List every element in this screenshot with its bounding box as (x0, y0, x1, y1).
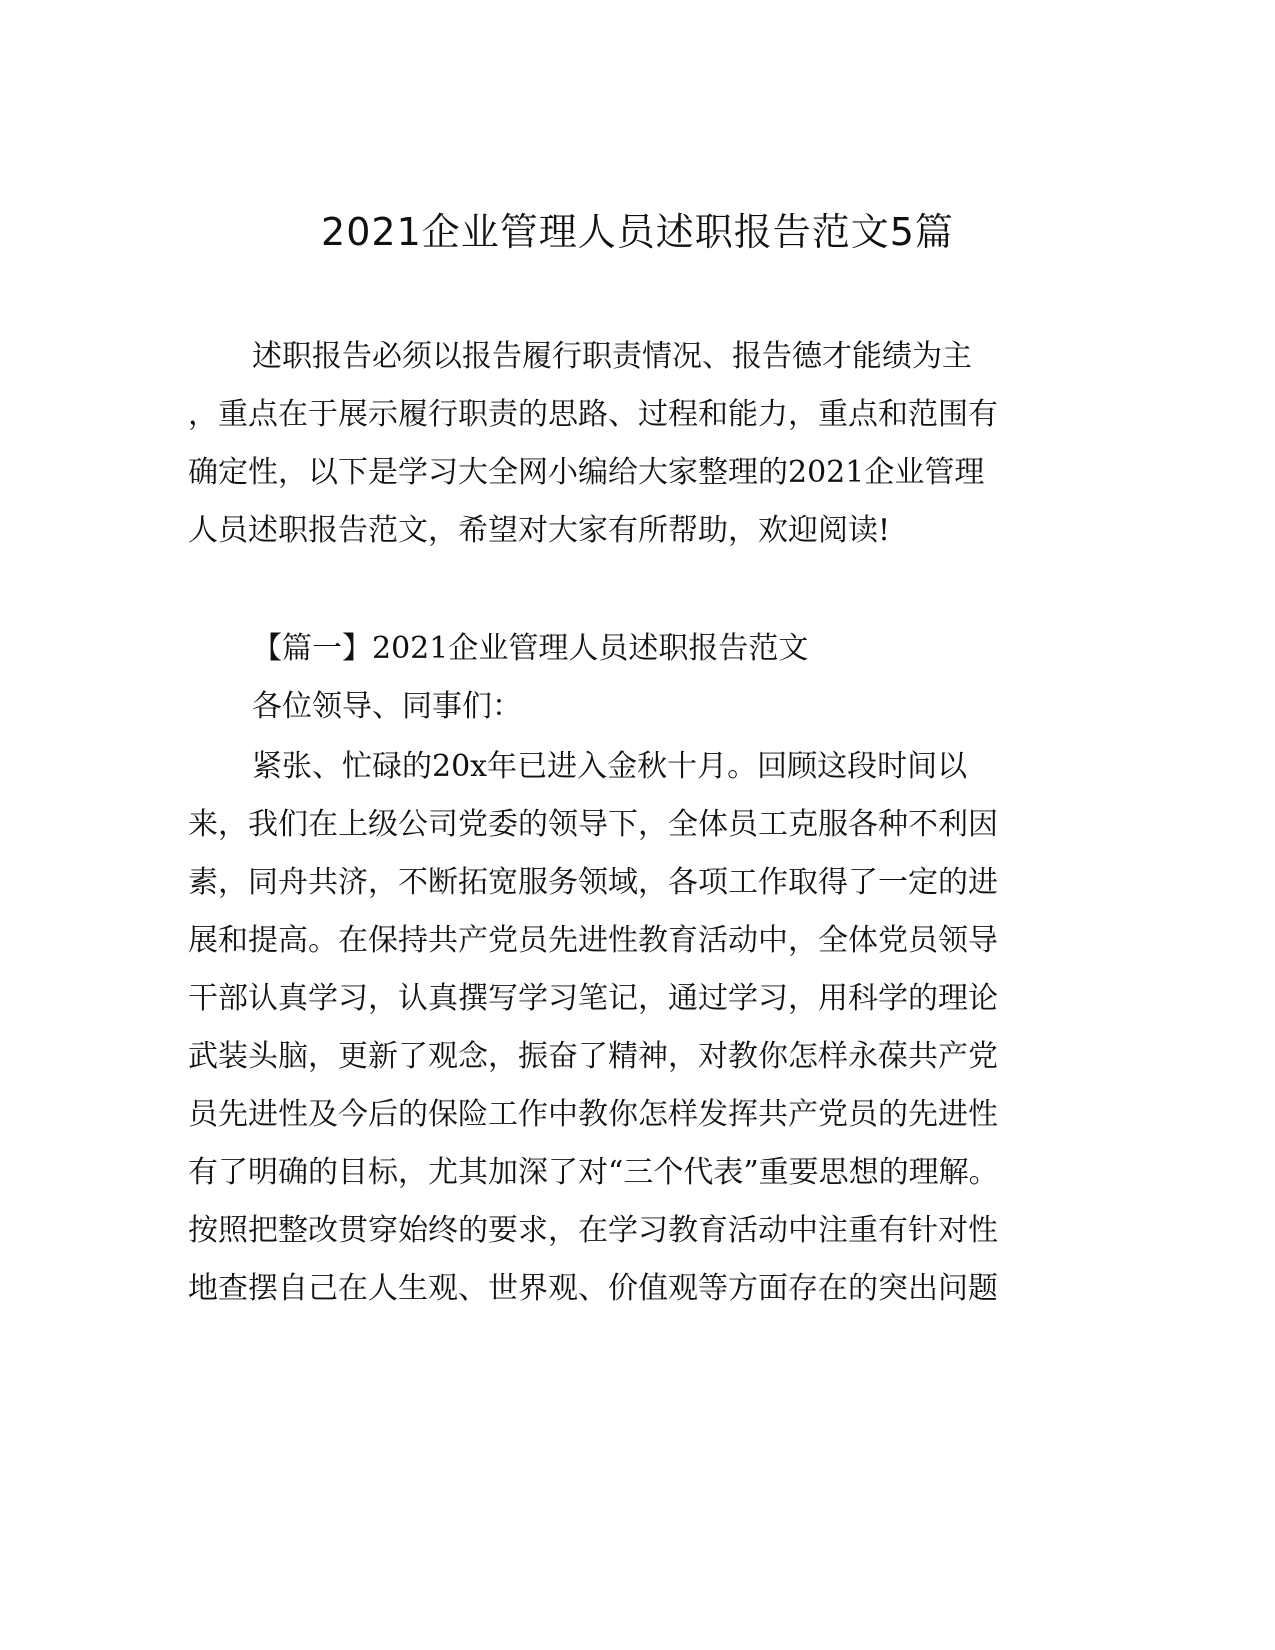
body-line-1: 紧张、忙碌的20x年已进入金秋十月。回顾这段时间以 (252, 749, 968, 784)
body-line-3: 素，同舟共济，不断拓宽服务领域，各项工作取得了一定的进 (188, 865, 998, 900)
document-title: 2021企业管理人员述职报告范文5篇 (321, 210, 954, 254)
section-heading: 【篇一】2021企业管理人员述职报告范文 (252, 631, 809, 666)
body-line-6: 武装头脑，更新了观念，振奋了精神，对教你怎样永葆共产党 (188, 1039, 998, 1074)
body-line-9: 按照把整改贯穿始终的要求，在学习教育活动中注重有针对性 (188, 1213, 998, 1248)
body-line-8: 有了明确的目标，尤其加深了对“三个代表”重要思想的理解。 (188, 1155, 999, 1190)
intro-line-4: 人员述职报告范文，希望对大家有所帮助，欢迎阅读! (188, 513, 891, 548)
body-line-5: 干部认真学习，认真撰写学习笔记，通过学习，用科学的理论 (188, 981, 998, 1016)
intro-line-1: 述职报告必须以报告履行职责情况、报告德才能绩为主 (252, 339, 972, 374)
body-line-4: 展和提高。在保持共产党员先进性教育活动中，全体党员领导 (188, 923, 998, 958)
intro-line-2: ，重点在于展示履行职责的思路、过程和能力，重点和范围有 (188, 397, 998, 432)
body-line-7: 员先进性及今后的保险工作中教你怎样发挥共产党员的先进性 (188, 1097, 998, 1132)
body-line-2: 来，我们在上级公司党委的领导下，全体员工克服各种不利因 (188, 807, 998, 842)
body-line-10: 地查摆自己在人生观、世界观、价值观等方面存在的突出问题 (188, 1271, 998, 1306)
intro-line-3: 确定性，以下是学习大全网小编给大家整理的2021企业管理 (188, 455, 985, 490)
greeting: 各位领导、同事们： (252, 689, 522, 724)
